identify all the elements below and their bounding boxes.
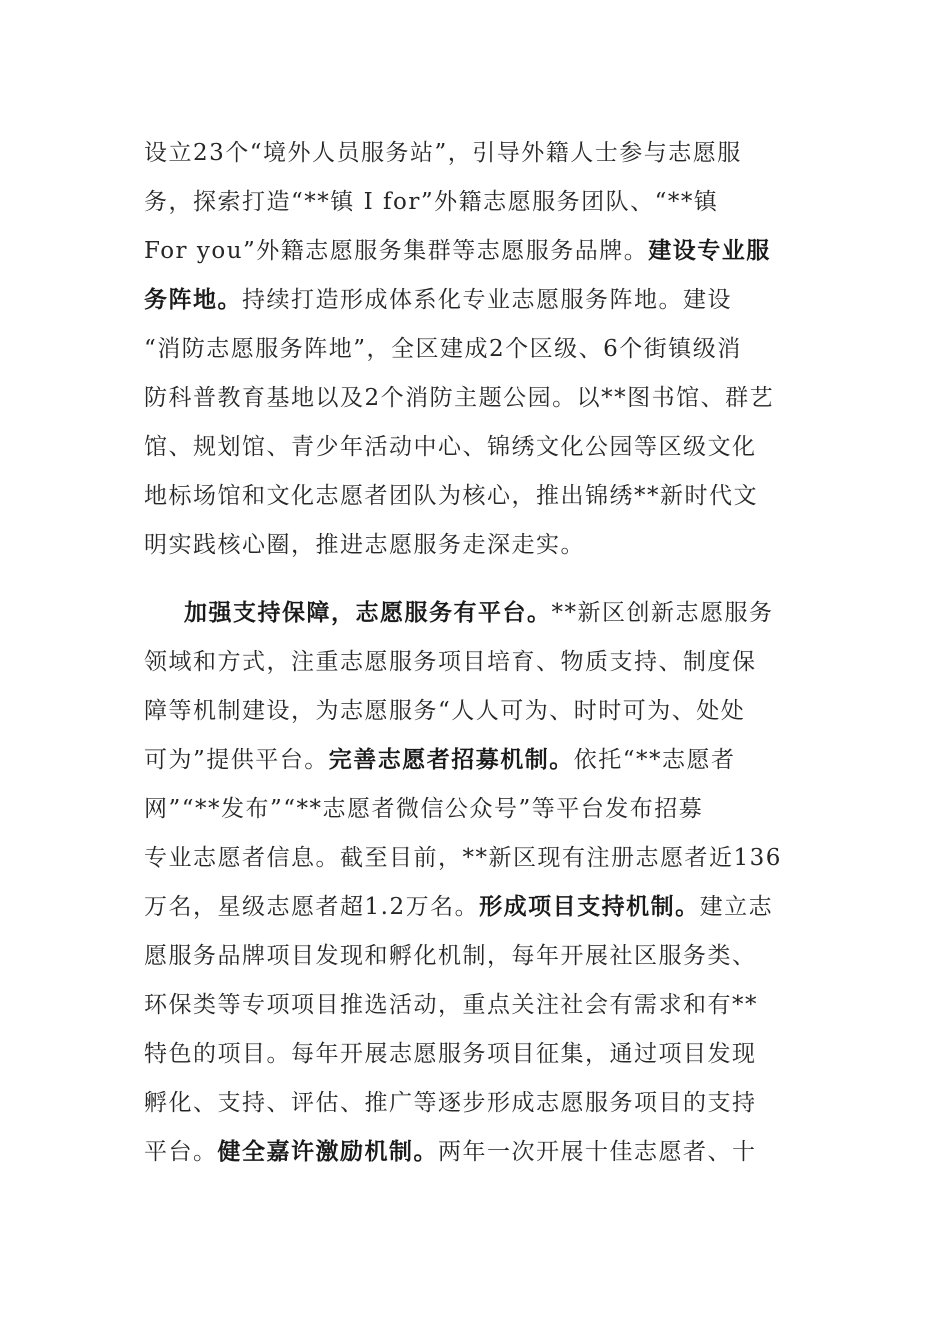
text-line [144, 1083, 757, 1123]
text-line [144, 1034, 757, 1074]
text-line [144, 280, 732, 320]
text-line [144, 182, 718, 222]
text-run: 两年一次开展十佳志愿者、十 [438, 1139, 757, 1165]
bold-heading-run: 完善志愿者招募机制。 [328, 746, 574, 773]
text-run: “消防志愿服务阵地”，全区建成2个区级、6个街镇级消 [144, 336, 742, 362]
text-run: 设立23个“境外人员服务站”，引导外籍人士参与志愿服 [144, 140, 742, 166]
text-line [144, 740, 736, 780]
text-run: 专业志愿者信息。截至目前，**新区现有注册志愿者近136 [144, 845, 782, 871]
text-line [144, 936, 757, 976]
text-line [144, 427, 757, 467]
text-run: 馆、规划馆、青少年活动中心、锦绣文化公园等区级文化 [144, 434, 757, 460]
text-run: 领域和方式，注重志愿服务项目培育、物质支持、制度保 [144, 649, 757, 675]
text-run: 孵化、支持、评估、推广等逐步形成志愿服务项目的支持 [144, 1090, 757, 1116]
bold-heading-run: 健全嘉许激励机制。 [217, 1138, 438, 1165]
bold-heading-run: 形成项目支持机制。 [479, 893, 700, 920]
text-run: 网”“**发布”“**志愿者微信公众号”等平台发布招募 [144, 796, 704, 822]
bold-heading-run: 建设专业服 [648, 237, 771, 264]
text-line [144, 691, 745, 731]
text-run: 环保类等专项项目推选活动，重点关注社会有需求和有** [144, 992, 758, 1018]
text-line [144, 329, 742, 369]
text-line [144, 887, 773, 927]
text-line [184, 593, 774, 633]
text-run: For you”外籍志愿服务集群等志愿服务品牌。 [144, 238, 649, 264]
text-line [144, 1132, 757, 1172]
text-run: 防科普教育基地以及2个消防主题公园。以**图书馆、群艺 [144, 385, 775, 411]
bold-heading-run: 加强支持保障，志愿服务有平台。 [184, 599, 552, 626]
text-run: 万名，星级志愿者超1.2万名。 [144, 894, 480, 920]
text-line [144, 789, 703, 829]
text-line [144, 231, 771, 271]
text-run: 明实践核心圈，推进志愿服务走深走实。 [144, 532, 585, 558]
text-line [144, 525, 585, 565]
text-run: **新区创新志愿服务 [551, 600, 774, 626]
text-run: 建立志 [699, 894, 774, 920]
text-line [144, 378, 774, 418]
text-run: 可为”提供平台。 [144, 747, 329, 773]
text-line [144, 838, 782, 878]
text-run: 持续打造形成体系化专业志愿服务阵地。建设 [242, 287, 732, 313]
text-line [144, 642, 757, 682]
text-run: 特色的项目。每年开展志愿服务项目征集，通过项目发现 [144, 1041, 757, 1067]
text-run: 障等机制建设，为志愿服务“人人可为、时时可为、处处 [144, 698, 746, 724]
text-run: 地标场馆和文化志愿者团队为核心，推出锦绣**新时代文 [144, 483, 758, 509]
text-run: 愿服务品牌项目发现和孵化机制，每年开展社区服务类、 [144, 943, 757, 969]
text-line [144, 476, 758, 516]
text-run: 依托“**志愿者 [573, 747, 736, 773]
bold-heading-run: 务阵地。 [144, 286, 242, 313]
text-line [144, 985, 758, 1025]
text-line [144, 133, 742, 173]
text-run: 平台。 [144, 1139, 218, 1165]
text-run: 务，探索打造“**镇 I for”外籍志愿服务团队、“**镇 [144, 189, 719, 215]
